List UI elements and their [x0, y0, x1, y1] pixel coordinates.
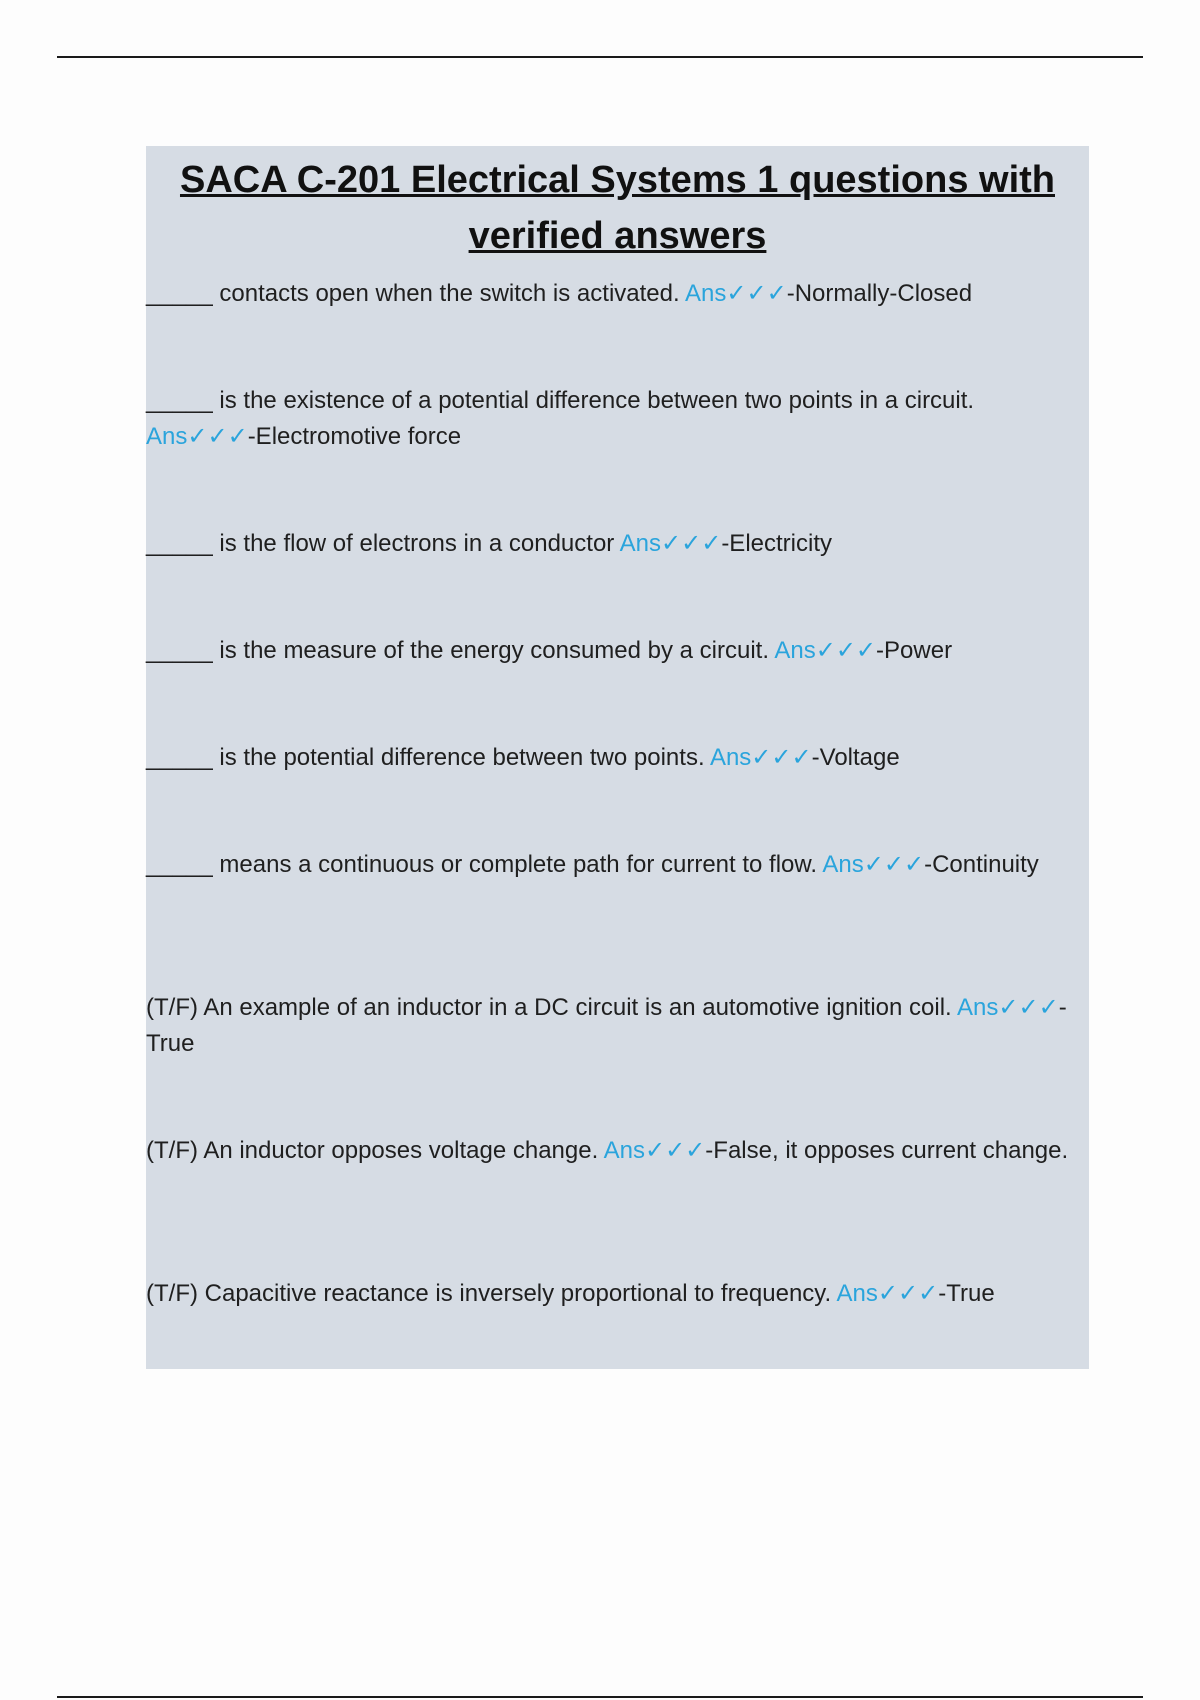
answer-marker: Ans✓✓✓: [146, 423, 248, 450]
qa-item: [146, 740, 1089, 776]
question-text: _____ is the potential difference between two points.: [146, 744, 705, 771]
answer-marker: Ans✓✓✓: [619, 530, 722, 557]
footer-rule: [57, 1696, 1143, 1698]
qa-panel: [146, 146, 1089, 1369]
title-line-1: SACA C-201 Electrical Systems 1 questions with: [179, 159, 1055, 201]
answer-text: -Power: [876, 637, 953, 664]
question-text: _____ is the existence of a potential difference between two points in a circuit.: [146, 387, 975, 414]
answer-text: -Voltage: [811, 744, 900, 771]
header-rule: [57, 56, 1143, 58]
qa-item: [146, 276, 1089, 312]
title-line-2: verified answers: [468, 215, 767, 257]
question-text: _____ means a continuous or complete path for current to flow.: [146, 851, 818, 878]
answer-text: -Electricity: [721, 530, 832, 557]
answer-marker: Ans✓✓✓: [685, 280, 787, 307]
answer-text: -Continuity: [924, 851, 1039, 878]
answer-text: -Electromotive force: [247, 423, 462, 450]
qa-item: [146, 383, 1089, 455]
answer-text: -Normally-Closed: [786, 280, 973, 307]
answer-text: -True: [146, 994, 1067, 1057]
qa-item: [146, 1276, 1089, 1312]
qa-item: [146, 847, 1089, 883]
document-title: [146, 152, 1089, 264]
qa-item: [146, 990, 1089, 1062]
answer-marker: Ans✓✓✓: [957, 994, 1059, 1021]
answer-text: -False, it opposes current change.: [705, 1137, 1069, 1164]
qa-item: [146, 633, 1089, 669]
question-text: (T/F) An inductor opposes voltage change.: [146, 1137, 599, 1164]
question-text: (T/F) Capacitive reactance is inversely proportional to frequency.: [146, 1280, 832, 1307]
question-text: _____ is the flow of electrons in a conductor: [146, 530, 615, 557]
question-text: (T/F) An example of an inductor in a DC circuit is an automotive ignition coil.: [146, 994, 952, 1021]
answer-marker: Ans✓✓✓: [836, 1280, 939, 1307]
qa-item: [146, 526, 1089, 562]
answer-marker: Ans✓✓✓: [774, 637, 877, 664]
question-text: _____ contacts open when the switch is activated.: [146, 280, 680, 307]
qa-item: [146, 1133, 1089, 1169]
answer-marker: Ans✓✓✓: [603, 1137, 706, 1164]
question-text: _____ is the measure of the energy consumed by a circuit.: [146, 637, 770, 664]
answer-text: -True: [938, 1280, 995, 1307]
answer-marker: Ans✓✓✓: [822, 851, 925, 878]
answer-marker: Ans✓✓✓: [709, 744, 812, 771]
